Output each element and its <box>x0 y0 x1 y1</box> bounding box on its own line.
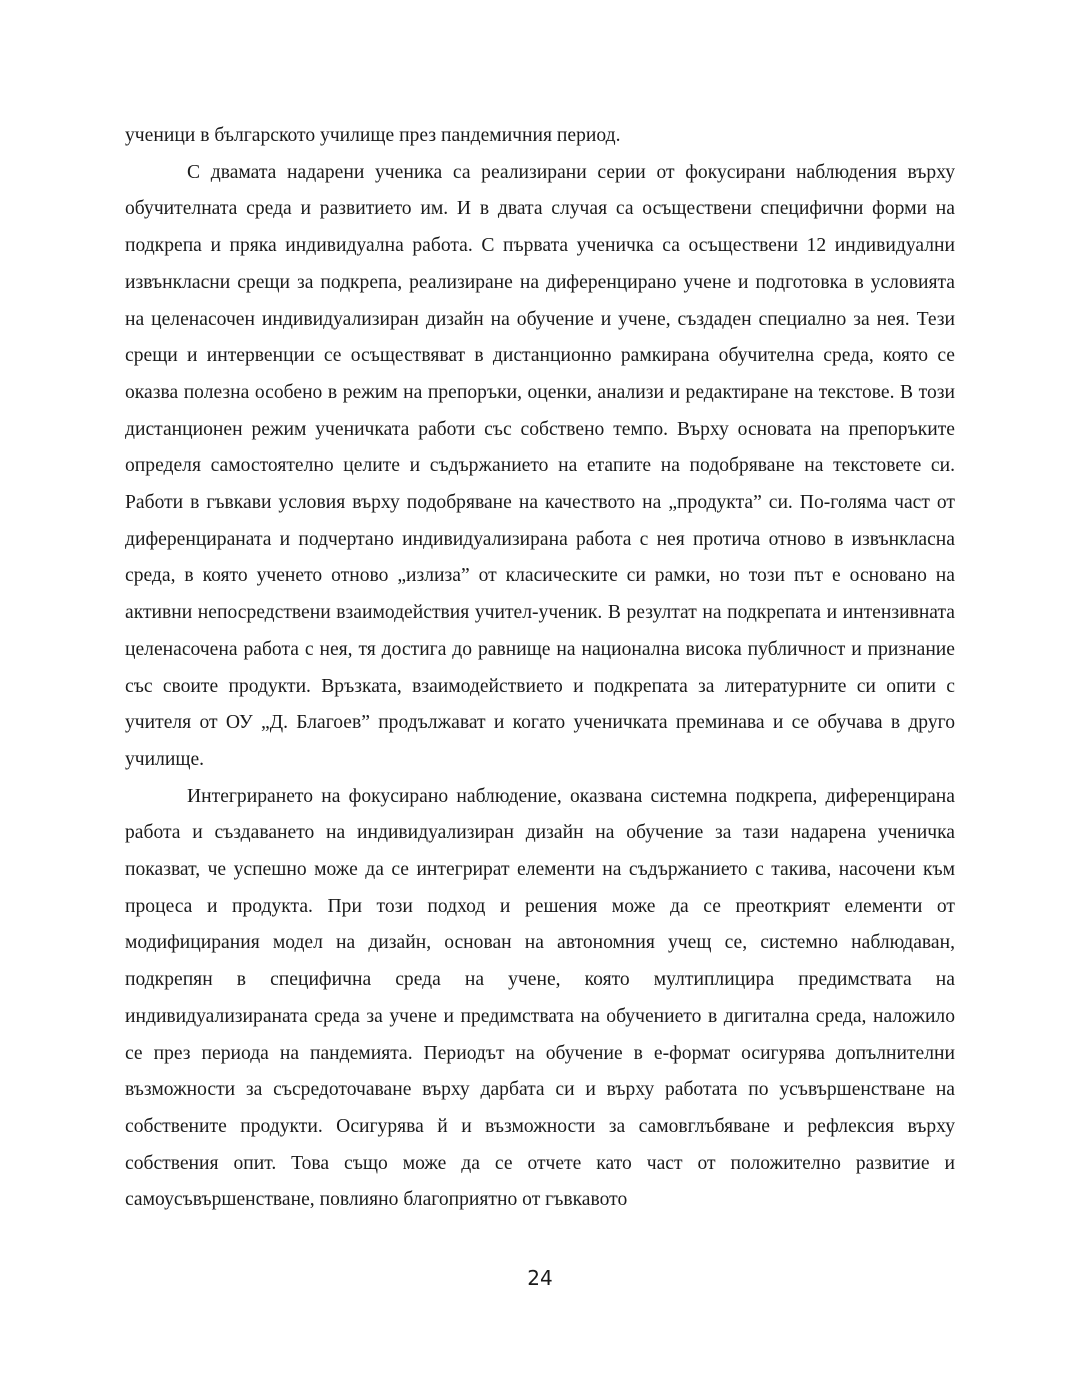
body-text <box>125 118 955 1219</box>
paragraph-first-student: С двамата надарени ученика са реализирани серии от фокусирани наблюдения върху обучителната среда и развитието им. И в двата случая са осъществени специфични форми на подкрепа и пряка индивидуална работа. С първата ученичка са осъществени 12 индивидуални извънкласни срещи за подкрепа, реализиране на диференцирано учене и подготовка в условията на целенасочен индивидуализиран дизайн на обучение и учене, създаден специално за нея. Тези срещи и интервенции се осъществяват в дистанционно рамкирана обучителна среда, която се оказва полезна особено в режим на препоръки, оценки, анализи и редактиране на текстове. В този дистанционен режим ученичката работи със собствено темпо. Върху основата на препоръките определя самостоятелно целите и съдържанието на етапите на подобряване на текстовете си. Работи в гъвкави условия върху подобряване на качеството на „продукта” си. По-голяма част от диференцираната и подчертано индивидуализирана работа с нея протича отново в извънкласна среда, в която ученето отново „излиза” от класическите си рамки, но този път е основано на активни непосредствени взаимодействия учител-ученик. В резултат на подкрепата и интензивната целенасочена работа с нея, тя достига до равнище на национална висока публичност и признание със своите продукти. Връзката, взаимодействието и подкрепата за литературните си опити с учителя от ОУ „Д. Благоев” продължават и когато ученичката преминава и се обучава в друго училище. <box>125 161 955 770</box>
paragraph-continuation: ученици в българското училище през пандемичния период. <box>125 125 621 146</box>
paragraph-integration: Интегрирането на фокусирано наблюдение, оказвана системна подкрепа, диференцирана работа и създаването на индивидуализиран дизайн на обучение за тази надарена ученичка показват, че успешно може да се интегрират елементи на съдържанието с такива, насочени към процеса и продукта. При този подход и решения може да се преоткрият елементи от модифицирания модел на дизайн, основан на автономния учещ се, системно наблюдаван, подкрепян в специфична среда на учене, която мултиплицира предимствата на индивидуализираната среда за учене и предимствата на обучението в дигитална среда, наложило се през периода на пандемията. Периодът на обучение в е-формат осигурява допълнителни възможности за съсредоточаване върху дарбата си и върху работата по усъвършенстване на собствените продукти. Осигурява й и възможности за самовглъбяване и рефлексия върху собствения опит. Това също може да се отчете като част от положително развитие и самоусъвършенстване, повлияно благоприятно от гъвкавото <box>125 785 955 1211</box>
page-number: 24 <box>527 1266 553 1290</box>
